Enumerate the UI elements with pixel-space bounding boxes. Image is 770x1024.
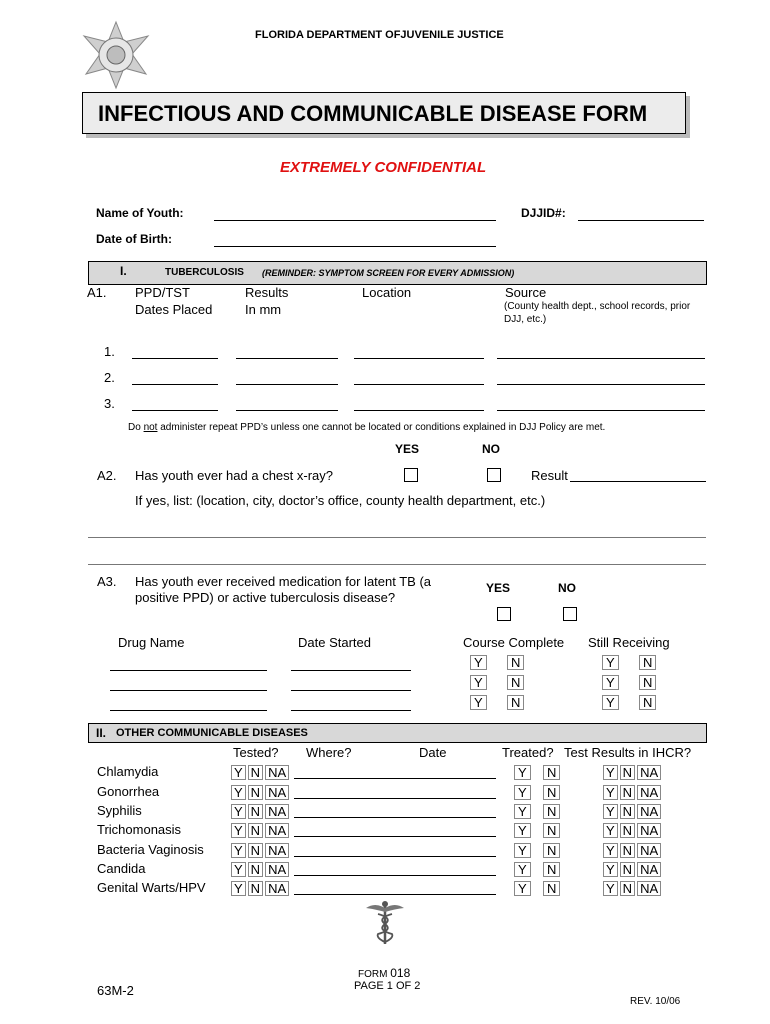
tested-na-option[interactable]: NA xyxy=(265,785,289,800)
where-date-field[interactable] xyxy=(294,894,496,895)
form-word: FORM xyxy=(358,969,388,980)
tb-row-1-date[interactable] xyxy=(132,358,218,359)
ihcr-n-option[interactable]: N xyxy=(620,765,635,780)
drug-row-1-still-y[interactable]: Y xyxy=(602,655,619,670)
a2-yes-checkbox[interactable] xyxy=(404,468,418,482)
form-code: 018 xyxy=(390,966,411,980)
treated-n-option[interactable]: N xyxy=(543,785,560,800)
caduceus-icon xyxy=(363,900,407,946)
tested-y-option[interactable]: Y xyxy=(231,765,246,780)
djj-seal-logo xyxy=(76,20,156,90)
tb-row-3-location[interactable] xyxy=(354,410,484,411)
drug-row-1-course-y[interactable]: Y xyxy=(470,655,487,670)
treated-y-option[interactable]: Y xyxy=(514,823,531,838)
drug-row-2-course-y[interactable]: Y xyxy=(470,675,487,690)
location-header: Location xyxy=(362,285,412,300)
tested-options[interactable] xyxy=(231,765,291,780)
section1-numeral: I. xyxy=(120,264,127,278)
tested-n-option[interactable]: N xyxy=(248,881,263,896)
tb-row-1-label: 1. xyxy=(104,344,115,359)
ihcr-na-option[interactable]: NA xyxy=(637,765,661,780)
tested-na-option[interactable]: NA xyxy=(265,862,289,877)
course-complete-header: Course Complete xyxy=(463,635,565,650)
section2-numeral: II. xyxy=(96,726,107,740)
in-mm-header: In mm xyxy=(245,302,282,317)
ihcr-n-option[interactable]: N xyxy=(620,785,635,800)
treated-n-option[interactable]: N xyxy=(543,881,560,896)
disease-name: Genital Warts/HPV xyxy=(97,880,206,895)
dates-placed-header: Dates Placed xyxy=(135,302,213,317)
ihcr-y-option[interactable]: Y xyxy=(603,823,618,838)
drug-row-3-name[interactable] xyxy=(110,710,267,711)
ihcr-y-option[interactable]: Y xyxy=(603,804,618,819)
tb-row-2-source[interactable] xyxy=(497,384,705,385)
tested-n-option[interactable]: N xyxy=(248,785,263,800)
tested-options[interactable] xyxy=(231,804,291,819)
drug-row-1-still-n[interactable]: N xyxy=(639,655,656,670)
ihcr-na-option[interactable]: NA xyxy=(637,785,661,800)
drug-row-2-still-n[interactable]: N xyxy=(639,675,656,690)
result-label: Result xyxy=(531,468,568,483)
a1-label: A1. xyxy=(87,285,107,300)
tested-na-option[interactable]: NA xyxy=(265,881,289,896)
tested-y-option[interactable]: Y xyxy=(231,804,246,819)
dob-label: Date of Birth: xyxy=(96,232,172,246)
source-header: Source xyxy=(505,285,547,300)
treated-y-option[interactable]: Y xyxy=(514,785,531,800)
ihcr-na-option[interactable]: NA xyxy=(637,862,661,877)
ihcr-y-option[interactable]: Y xyxy=(603,862,618,877)
section2-title: OTHER COMMUNICABLE DISEASES xyxy=(116,727,308,739)
treated-n-option[interactable]: N xyxy=(543,843,560,858)
ihcr-n-option[interactable]: N xyxy=(620,823,635,838)
tested-n-option[interactable]: N xyxy=(248,862,263,877)
tb-row-3-result[interactable] xyxy=(236,410,338,411)
drug-row-3-course-n[interactable]: N xyxy=(507,695,524,710)
drug-row-1-name[interactable] xyxy=(110,670,267,671)
treated-y-option[interactable]: Y xyxy=(514,843,531,858)
a3-label: A3. xyxy=(97,574,117,589)
tested-na-option[interactable]: NA xyxy=(265,823,289,838)
tested-n-option[interactable]: N xyxy=(248,804,263,819)
ppd-note-pre: Do xyxy=(128,422,144,433)
ihcr-y-option[interactable]: Y xyxy=(603,785,618,800)
drug-row-2-date[interactable] xyxy=(291,690,411,691)
tb-row-1-result[interactable] xyxy=(236,358,338,359)
treated-n-option[interactable]: N xyxy=(543,765,560,780)
tested-n-option[interactable]: N xyxy=(248,823,263,838)
ihcr-options[interactable] xyxy=(603,862,663,877)
drug-row-1-date[interactable] xyxy=(291,670,411,671)
name-field[interactable] xyxy=(214,220,496,221)
source-note: (County health dept., school records, prior DJJ, etc.) xyxy=(504,301,691,325)
ihcr-options[interactable] xyxy=(603,785,663,800)
ihcr-n-option[interactable]: N xyxy=(620,843,635,858)
tested-y-option[interactable]: Y xyxy=(231,881,246,896)
a3-question-line1: Has youth ever received medication for latent TB (a xyxy=(135,574,432,589)
tb-row-3-date[interactable] xyxy=(132,410,218,411)
a2-yes-header: YES xyxy=(395,442,420,456)
ihcr-header: Test Results in IHCR? xyxy=(564,745,692,760)
a3-yes-checkbox[interactable] xyxy=(497,607,511,621)
a3-question-line2: positive PPD) or active tuberculosis disease? xyxy=(135,590,396,605)
form-number: 63M-2 xyxy=(97,983,134,998)
treated-y-option[interactable]: Y xyxy=(514,881,531,896)
confidential-label: EXTREMELY CONFIDENTIAL xyxy=(280,159,487,176)
tested-na-option[interactable]: NA xyxy=(265,765,289,780)
ihcr-na-option[interactable]: NA xyxy=(637,881,661,896)
tested-y-option[interactable]: Y xyxy=(231,823,246,838)
drug-row-3-course-y[interactable]: Y xyxy=(470,695,487,710)
ppd-note-not: not xyxy=(143,422,158,433)
name-label: Name of Youth: xyxy=(96,206,184,220)
ihcr-y-option[interactable]: Y xyxy=(603,843,618,858)
disease-name: Gonorrhea xyxy=(97,784,160,799)
ihcr-n-option[interactable]: N xyxy=(620,862,635,877)
tested-options[interactable] xyxy=(231,862,291,877)
ihcr-options[interactable] xyxy=(603,881,663,896)
agency-name: FLORIDA DEPARTMENT OFJUVENILE JUSTICE xyxy=(255,29,504,41)
djjid-field[interactable] xyxy=(578,220,704,221)
form-label xyxy=(358,966,410,980)
ihcr-na-option[interactable]: NA xyxy=(637,823,661,838)
date-header: Date xyxy=(419,745,447,760)
drug-row-3-still-n[interactable]: N xyxy=(639,695,656,710)
drug-row-1-course-n[interactable]: N xyxy=(507,655,524,670)
drug-row-3-still-y[interactable]: Y xyxy=(602,695,619,710)
ppd-header: PPD/TST xyxy=(135,285,190,300)
tested-y-option[interactable]: Y xyxy=(231,785,246,800)
tested-options[interactable] xyxy=(231,843,291,858)
result-field[interactable] xyxy=(570,481,706,482)
ifyes-line-2[interactable] xyxy=(88,564,706,565)
form-title: INFECTIOUS AND COMMUNICABLE DISEASE FORM xyxy=(98,101,648,126)
treated-y-option[interactable]: Y xyxy=(514,862,531,877)
tested-options[interactable] xyxy=(231,823,291,838)
a3-no-checkbox[interactable] xyxy=(563,607,577,621)
disease-name: Bacteria Vaginosis xyxy=(97,842,204,857)
disease-name: Chlamydia xyxy=(97,764,159,779)
drug-row-2-still-y[interactable]: Y xyxy=(602,675,619,690)
still-receiving-header: Still Receiving xyxy=(588,635,670,650)
treated-header: Treated? xyxy=(502,745,554,760)
page-number: PAGE 1 OF 2 xyxy=(354,980,421,992)
where-date-field[interactable] xyxy=(294,836,496,837)
tb-row-1-source[interactable] xyxy=(497,358,705,359)
ihcr-na-option[interactable]: NA xyxy=(637,804,661,819)
ppd-note xyxy=(128,422,605,433)
revision: REV. 10/06 xyxy=(630,996,681,1007)
ihcr-options[interactable] xyxy=(603,804,663,819)
ihcr-n-option[interactable]: N xyxy=(620,804,635,819)
tested-options[interactable] xyxy=(231,881,291,896)
tested-options[interactable] xyxy=(231,785,291,800)
where-date-field[interactable] xyxy=(294,778,496,779)
treated-y-option[interactable]: Y xyxy=(514,804,531,819)
drug-row-2-course-n[interactable]: N xyxy=(507,675,524,690)
tested-n-option[interactable]: N xyxy=(248,765,263,780)
drug-row-2-name[interactable] xyxy=(110,690,267,691)
ihcr-na-option[interactable]: NA xyxy=(637,843,661,858)
where-date-field[interactable] xyxy=(294,817,496,818)
ppd-note-post: administer repeat PPD’s unless one cannot be located or conditions explained in DJJ Policy are met. xyxy=(157,422,606,433)
a2-label: A2. xyxy=(97,468,117,483)
djjid-label: DJJID#: xyxy=(521,206,566,220)
tb-row-2-date[interactable] xyxy=(132,384,218,385)
treated-n-option[interactable]: N xyxy=(543,804,560,819)
disease-name: Candida xyxy=(97,861,146,876)
ifyes-instructions: If yes, list: (location, city, doctor’s office, county health department, etc.) xyxy=(135,493,546,508)
ifyes-line-1[interactable] xyxy=(88,537,706,538)
tested-y-option[interactable]: Y xyxy=(231,843,246,858)
ihcr-options[interactable] xyxy=(603,765,663,780)
ihcr-options[interactable] xyxy=(603,823,663,838)
tb-row-1-location[interactable] xyxy=(354,358,484,359)
section1-title: TUBERCULOSIS xyxy=(165,267,244,278)
a3-yes-header: YES xyxy=(486,581,511,595)
a3-no-header: NO xyxy=(558,581,576,595)
disease-name: Syphilis xyxy=(97,803,142,818)
section1-reminder: (REMINDER: SYMPTOM SCREEN FOR EVERY ADMISSION) xyxy=(262,268,515,278)
treated-y-option[interactable]: Y xyxy=(514,765,531,780)
results-header: Results xyxy=(245,285,289,300)
a2-no-header: NO xyxy=(482,442,500,456)
drug-name-header: Drug Name xyxy=(118,635,185,650)
where-date-field[interactable] xyxy=(294,875,496,876)
treated-n-option[interactable]: N xyxy=(543,862,560,877)
date-started-header: Date Started xyxy=(298,635,371,650)
where-header: Where? xyxy=(306,745,352,760)
a2-question: Has youth ever had a chest x-ray? xyxy=(135,468,333,483)
ihcr-y-option[interactable]: Y xyxy=(603,881,618,896)
tb-row-2-location[interactable] xyxy=(354,384,484,385)
tb-row-2-label: 2. xyxy=(104,370,115,385)
ihcr-options[interactable] xyxy=(603,843,663,858)
tb-row-3-label: 3. xyxy=(104,396,115,411)
tb-row-2-result[interactable] xyxy=(236,384,338,385)
ihcr-n-option[interactable]: N xyxy=(620,881,635,896)
tested-n-option[interactable]: N xyxy=(248,843,263,858)
dob-field[interactable] xyxy=(214,246,496,247)
a2-no-checkbox[interactable] xyxy=(487,468,501,482)
ihcr-y-option[interactable]: Y xyxy=(603,765,618,780)
tested-na-option[interactable]: NA xyxy=(265,843,289,858)
disease-name: Trichomonasis xyxy=(97,822,182,837)
tb-row-3-source[interactable] xyxy=(497,410,705,411)
tested-y-option[interactable]: Y xyxy=(231,862,246,877)
treated-n-option[interactable]: N xyxy=(543,823,560,838)
where-date-field[interactable] xyxy=(294,798,496,799)
tested-header: Tested? xyxy=(233,745,279,760)
drug-row-3-date[interactable] xyxy=(291,710,411,711)
where-date-field[interactable] xyxy=(294,856,496,857)
tested-na-option[interactable]: NA xyxy=(265,804,289,819)
